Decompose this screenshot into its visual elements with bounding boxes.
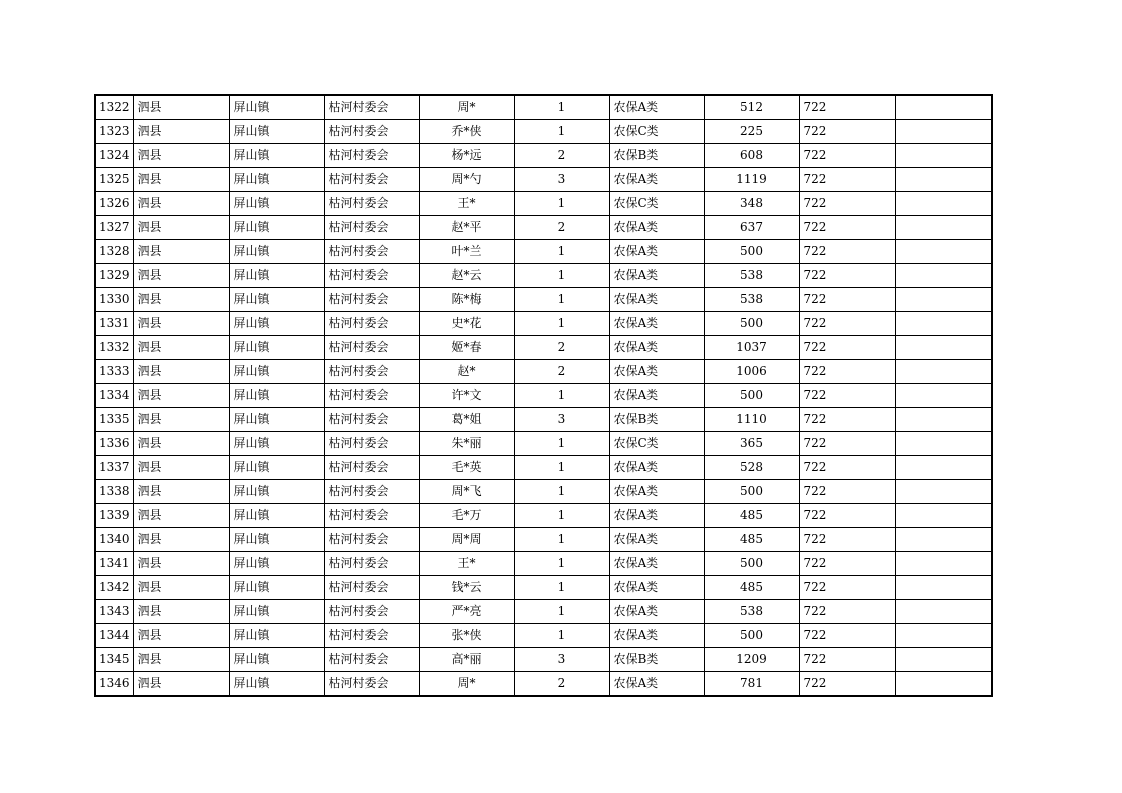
cell-category: 农保A类 <box>609 384 704 408</box>
table-row <box>95 384 992 408</box>
cell-count: 1 <box>514 432 609 456</box>
cell-name: 毛*万 <box>419 504 514 528</box>
cell-no: 1324 <box>95 144 133 168</box>
cell-no: 1326 <box>95 192 133 216</box>
cell-standard: 722 <box>799 168 895 192</box>
table-row <box>95 216 992 240</box>
cell-amount: 225 <box>704 120 799 144</box>
cell-remark <box>895 95 992 120</box>
cell-count: 1 <box>514 312 609 336</box>
cell-county: 泗县 <box>133 264 229 288</box>
cell-amount: 528 <box>704 456 799 480</box>
cell-town: 屏山镇 <box>229 144 324 168</box>
cell-no: 1332 <box>95 336 133 360</box>
cell-county: 泗县 <box>133 240 229 264</box>
cell-amount: 500 <box>704 384 799 408</box>
cell-count: 1 <box>514 95 609 120</box>
cell-standard: 722 <box>799 312 895 336</box>
cell-count: 1 <box>514 600 609 624</box>
cell-standard: 722 <box>799 672 895 697</box>
cell-remark <box>895 576 992 600</box>
cell-count: 1 <box>514 120 609 144</box>
table-row <box>95 528 992 552</box>
cell-category: 农保A类 <box>609 624 704 648</box>
cell-town: 屏山镇 <box>229 432 324 456</box>
cell-remark <box>895 312 992 336</box>
cell-count: 1 <box>514 264 609 288</box>
cell-town: 屏山镇 <box>229 216 324 240</box>
cell-county: 泗县 <box>133 528 229 552</box>
cell-category: 农保A类 <box>609 240 704 264</box>
cell-count: 1 <box>514 456 609 480</box>
cell-category: 农保A类 <box>609 552 704 576</box>
cell-category: 农保A类 <box>609 456 704 480</box>
cell-category: 农保C类 <box>609 192 704 216</box>
table-row <box>95 480 992 504</box>
cell-amount: 365 <box>704 432 799 456</box>
cell-standard: 722 <box>799 648 895 672</box>
cell-amount: 1006 <box>704 360 799 384</box>
cell-village: 枯河村委会 <box>324 648 419 672</box>
cell-category: 农保A类 <box>609 504 704 528</box>
cell-no: 1328 <box>95 240 133 264</box>
cell-village: 枯河村委会 <box>324 312 419 336</box>
cell-no: 1329 <box>95 264 133 288</box>
cell-count: 1 <box>514 552 609 576</box>
table-row <box>95 576 992 600</box>
cell-category: 农保A类 <box>609 95 704 120</box>
cell-category: 农保A类 <box>609 600 704 624</box>
cell-category: 农保A类 <box>609 264 704 288</box>
table-row <box>95 432 992 456</box>
cell-count: 3 <box>514 648 609 672</box>
cell-county: 泗县 <box>133 624 229 648</box>
table-row <box>95 95 992 120</box>
cell-town: 屏山镇 <box>229 672 324 697</box>
cell-amount: 1110 <box>704 408 799 432</box>
cell-town: 屏山镇 <box>229 336 324 360</box>
cell-count: 3 <box>514 168 609 192</box>
cell-village: 枯河村委会 <box>324 456 419 480</box>
cell-name: 王* <box>419 552 514 576</box>
cell-category: 农保A类 <box>609 168 704 192</box>
cell-name: 毛*英 <box>419 456 514 480</box>
cell-amount: 485 <box>704 528 799 552</box>
cell-no: 1338 <box>95 480 133 504</box>
cell-remark <box>895 336 992 360</box>
cell-standard: 722 <box>799 336 895 360</box>
cell-town: 屏山镇 <box>229 648 324 672</box>
cell-name: 姬*春 <box>419 336 514 360</box>
cell-count: 1 <box>514 576 609 600</box>
cell-category: 农保A类 <box>609 312 704 336</box>
cell-village: 枯河村委会 <box>324 336 419 360</box>
cell-category: 农保C类 <box>609 120 704 144</box>
cell-remark <box>895 216 992 240</box>
cell-name: 乔*侠 <box>419 120 514 144</box>
cell-town: 屏山镇 <box>229 552 324 576</box>
table-row <box>95 552 992 576</box>
cell-no: 1322 <box>95 95 133 120</box>
cell-standard: 722 <box>799 576 895 600</box>
cell-county: 泗县 <box>133 504 229 528</box>
cell-village: 枯河村委会 <box>324 384 419 408</box>
cell-no: 1331 <box>95 312 133 336</box>
cell-county: 泗县 <box>133 576 229 600</box>
table-row <box>95 456 992 480</box>
cell-count: 1 <box>514 480 609 504</box>
table-row <box>95 672 992 697</box>
table-row <box>95 264 992 288</box>
cell-standard: 722 <box>799 600 895 624</box>
table-row <box>95 192 992 216</box>
cell-standard: 722 <box>799 384 895 408</box>
cell-name: 许*文 <box>419 384 514 408</box>
table-row <box>95 168 992 192</box>
cell-count: 1 <box>514 192 609 216</box>
cell-name: 王* <box>419 192 514 216</box>
cell-name: 葛*姐 <box>419 408 514 432</box>
cell-town: 屏山镇 <box>229 528 324 552</box>
cell-amount: 538 <box>704 264 799 288</box>
cell-no: 1342 <box>95 576 133 600</box>
cell-county: 泗县 <box>133 144 229 168</box>
cell-amount: 1119 <box>704 168 799 192</box>
table-body <box>95 95 992 696</box>
table-row <box>95 624 992 648</box>
cell-town: 屏山镇 <box>229 504 324 528</box>
cell-remark <box>895 288 992 312</box>
cell-name: 朱*丽 <box>419 432 514 456</box>
cell-remark <box>895 168 992 192</box>
cell-remark <box>895 456 992 480</box>
cell-village: 枯河村委会 <box>324 408 419 432</box>
cell-village: 枯河村委会 <box>324 216 419 240</box>
cell-no: 1325 <box>95 168 133 192</box>
cell-name: 周*周 <box>419 528 514 552</box>
cell-town: 屏山镇 <box>229 312 324 336</box>
cell-amount: 485 <box>704 504 799 528</box>
cell-county: 泗县 <box>133 480 229 504</box>
cell-name: 叶*兰 <box>419 240 514 264</box>
cell-amount: 485 <box>704 576 799 600</box>
cell-name: 史*花 <box>419 312 514 336</box>
cell-count: 1 <box>514 288 609 312</box>
table-row <box>95 120 992 144</box>
cell-name: 张*侠 <box>419 624 514 648</box>
cell-town: 屏山镇 <box>229 95 324 120</box>
cell-count: 2 <box>514 216 609 240</box>
cell-name: 周*勺 <box>419 168 514 192</box>
cell-name: 周* <box>419 95 514 120</box>
cell-amount: 781 <box>704 672 799 697</box>
table-row <box>95 288 992 312</box>
cell-standard: 722 <box>799 120 895 144</box>
cell-village: 枯河村委会 <box>324 528 419 552</box>
cell-amount: 637 <box>704 216 799 240</box>
cell-county: 泗县 <box>133 672 229 697</box>
cell-town: 屏山镇 <box>229 360 324 384</box>
cell-county: 泗县 <box>133 600 229 624</box>
cell-town: 屏山镇 <box>229 240 324 264</box>
cell-remark <box>895 408 992 432</box>
cell-category: 农保B类 <box>609 648 704 672</box>
cell-name: 赵* <box>419 360 514 384</box>
cell-no: 1336 <box>95 432 133 456</box>
cell-no: 1344 <box>95 624 133 648</box>
cell-county: 泗县 <box>133 192 229 216</box>
cell-no: 1327 <box>95 216 133 240</box>
cell-county: 泗县 <box>133 456 229 480</box>
cell-category: 农保A类 <box>609 216 704 240</box>
cell-standard: 722 <box>799 456 895 480</box>
cell-category: 农保A类 <box>609 336 704 360</box>
cell-category: 农保A类 <box>609 576 704 600</box>
cell-village: 枯河村委会 <box>324 95 419 120</box>
cell-count: 2 <box>514 336 609 360</box>
cell-category: 农保A类 <box>609 480 704 504</box>
cell-count: 2 <box>514 672 609 697</box>
cell-county: 泗县 <box>133 288 229 312</box>
cell-amount: 512 <box>704 95 799 120</box>
cell-village: 枯河村委会 <box>324 168 419 192</box>
cell-category: 农保A类 <box>609 528 704 552</box>
data-table <box>94 94 993 697</box>
cell-count: 1 <box>514 504 609 528</box>
cell-no: 1346 <box>95 672 133 697</box>
cell-village: 枯河村委会 <box>324 480 419 504</box>
cell-no: 1345 <box>95 648 133 672</box>
cell-county: 泗县 <box>133 648 229 672</box>
cell-standard: 722 <box>799 432 895 456</box>
cell-amount: 500 <box>704 312 799 336</box>
cell-county: 泗县 <box>133 216 229 240</box>
cell-remark <box>895 624 992 648</box>
cell-category: 农保B类 <box>609 144 704 168</box>
table-row <box>95 240 992 264</box>
cell-standard: 722 <box>799 95 895 120</box>
cell-count: 1 <box>514 240 609 264</box>
cell-no: 1323 <box>95 120 133 144</box>
cell-standard: 722 <box>799 216 895 240</box>
cell-village: 枯河村委会 <box>324 192 419 216</box>
cell-remark <box>895 672 992 697</box>
cell-remark <box>895 384 992 408</box>
cell-name: 周* <box>419 672 514 697</box>
cell-village: 枯河村委会 <box>324 120 419 144</box>
cell-standard: 722 <box>799 360 895 384</box>
cell-name: 赵*平 <box>419 216 514 240</box>
cell-remark <box>895 360 992 384</box>
cell-standard: 722 <box>799 480 895 504</box>
cell-category: 农保A类 <box>609 288 704 312</box>
cell-name: 严*亮 <box>419 600 514 624</box>
cell-amount: 608 <box>704 144 799 168</box>
cell-village: 枯河村委会 <box>324 504 419 528</box>
cell-remark <box>895 648 992 672</box>
table-row <box>95 312 992 336</box>
cell-town: 屏山镇 <box>229 624 324 648</box>
cell-no: 1335 <box>95 408 133 432</box>
cell-standard: 722 <box>799 504 895 528</box>
cell-town: 屏山镇 <box>229 264 324 288</box>
cell-count: 3 <box>514 408 609 432</box>
cell-name: 赵*云 <box>419 264 514 288</box>
cell-count: 1 <box>514 624 609 648</box>
cell-county: 泗县 <box>133 552 229 576</box>
cell-amount: 500 <box>704 240 799 264</box>
cell-standard: 722 <box>799 552 895 576</box>
cell-amount: 500 <box>704 480 799 504</box>
cell-remark <box>895 528 992 552</box>
cell-county: 泗县 <box>133 312 229 336</box>
cell-amount: 538 <box>704 288 799 312</box>
cell-name: 周*飞 <box>419 480 514 504</box>
cell-village: 枯河村委会 <box>324 144 419 168</box>
cell-count: 1 <box>514 384 609 408</box>
cell-village: 枯河村委会 <box>324 432 419 456</box>
cell-town: 屏山镇 <box>229 600 324 624</box>
cell-amount: 1037 <box>704 336 799 360</box>
cell-standard: 722 <box>799 192 895 216</box>
cell-standard: 722 <box>799 240 895 264</box>
cell-count: 1 <box>514 528 609 552</box>
cell-town: 屏山镇 <box>229 408 324 432</box>
cell-standard: 722 <box>799 264 895 288</box>
cell-village: 枯河村委会 <box>324 240 419 264</box>
cell-village: 枯河村委会 <box>324 624 419 648</box>
cell-village: 枯河村委会 <box>324 552 419 576</box>
cell-no: 1334 <box>95 384 133 408</box>
cell-amount: 538 <box>704 600 799 624</box>
cell-standard: 722 <box>799 288 895 312</box>
cell-category: 农保A类 <box>609 672 704 697</box>
cell-remark <box>895 504 992 528</box>
cell-standard: 722 <box>799 528 895 552</box>
cell-village: 枯河村委会 <box>324 360 419 384</box>
cell-no: 1339 <box>95 504 133 528</box>
cell-remark <box>895 240 992 264</box>
cell-standard: 722 <box>799 408 895 432</box>
cell-town: 屏山镇 <box>229 480 324 504</box>
cell-no: 1337 <box>95 456 133 480</box>
cell-no: 1330 <box>95 288 133 312</box>
table-row <box>95 600 992 624</box>
cell-county: 泗县 <box>133 95 229 120</box>
cell-amount: 1209 <box>704 648 799 672</box>
cell-amount: 348 <box>704 192 799 216</box>
table-row <box>95 360 992 384</box>
cell-no: 1341 <box>95 552 133 576</box>
cell-county: 泗县 <box>133 168 229 192</box>
cell-town: 屏山镇 <box>229 456 324 480</box>
cell-remark <box>895 144 992 168</box>
cell-amount: 500 <box>704 552 799 576</box>
cell-town: 屏山镇 <box>229 168 324 192</box>
cell-town: 屏山镇 <box>229 192 324 216</box>
table-row <box>95 504 992 528</box>
cell-category: 农保A类 <box>609 360 704 384</box>
cell-standard: 722 <box>799 144 895 168</box>
cell-amount: 500 <box>704 624 799 648</box>
table-row <box>95 144 992 168</box>
cell-remark <box>895 120 992 144</box>
cell-category: 农保C类 <box>609 432 704 456</box>
cell-county: 泗县 <box>133 408 229 432</box>
cell-name: 高*丽 <box>419 648 514 672</box>
cell-no: 1343 <box>95 600 133 624</box>
cell-category: 农保B类 <box>609 408 704 432</box>
cell-remark <box>895 480 992 504</box>
cell-remark <box>895 264 992 288</box>
cell-town: 屏山镇 <box>229 288 324 312</box>
cell-name: 陈*梅 <box>419 288 514 312</box>
cell-county: 泗县 <box>133 432 229 456</box>
cell-county: 泗县 <box>133 360 229 384</box>
cell-village: 枯河村委会 <box>324 672 419 697</box>
cell-remark <box>895 552 992 576</box>
cell-village: 枯河村委会 <box>324 576 419 600</box>
cell-no: 1333 <box>95 360 133 384</box>
cell-standard: 722 <box>799 624 895 648</box>
cell-name: 钱*云 <box>419 576 514 600</box>
cell-name: 杨*远 <box>419 144 514 168</box>
cell-county: 泗县 <box>133 384 229 408</box>
table-row <box>95 648 992 672</box>
cell-no: 1340 <box>95 528 133 552</box>
cell-remark <box>895 192 992 216</box>
cell-village: 枯河村委会 <box>324 600 419 624</box>
cell-remark <box>895 432 992 456</box>
cell-count: 2 <box>514 144 609 168</box>
cell-town: 屏山镇 <box>229 384 324 408</box>
cell-town: 屏山镇 <box>229 576 324 600</box>
cell-count: 2 <box>514 360 609 384</box>
cell-village: 枯河村委会 <box>324 264 419 288</box>
cell-village: 枯河村委会 <box>324 288 419 312</box>
table-row <box>95 408 992 432</box>
cell-town: 屏山镇 <box>229 120 324 144</box>
cell-remark <box>895 600 992 624</box>
table-row <box>95 336 992 360</box>
cell-county: 泗县 <box>133 120 229 144</box>
cell-county: 泗县 <box>133 336 229 360</box>
